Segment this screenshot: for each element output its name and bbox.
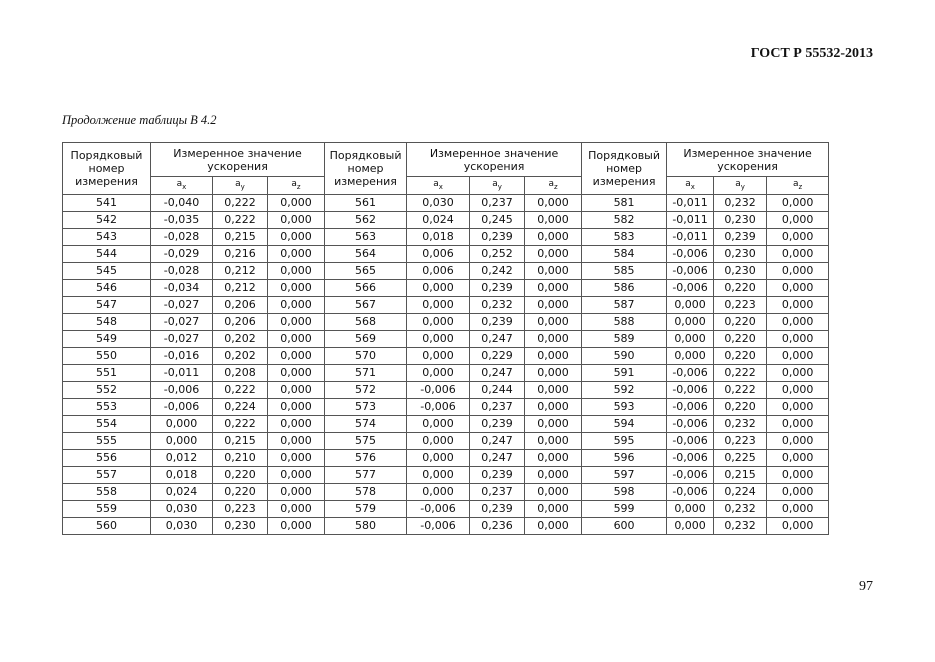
- measurement-number-cell: 549: [63, 330, 151, 347]
- axis-subscript: z: [296, 182, 301, 191]
- measurement-number-cell: 558: [63, 483, 151, 500]
- axis-header-ax: [407, 177, 470, 195]
- acceleration-value-cell: 0,232: [714, 415, 767, 432]
- acceleration-value-cell: 0,000: [525, 364, 582, 381]
- acceleration-value-cell: 0,000: [767, 432, 829, 449]
- acceleration-value-cell: -0,006: [667, 279, 714, 296]
- acceleration-value-cell: 0,006: [407, 245, 470, 262]
- acceleration-value-cell: -0,006: [407, 500, 470, 517]
- acceleration-value-cell: 0,000: [268, 500, 325, 517]
- acceleration-value-cell: 0,247: [470, 330, 525, 347]
- table-row: [63, 347, 829, 364]
- page-number: 97: [859, 579, 873, 594]
- acceleration-value-cell: 0,000: [151, 415, 213, 432]
- acceleration-value-cell: 0,000: [268, 194, 325, 211]
- acceleration-value-cell: 0,000: [767, 364, 829, 381]
- acceleration-value-cell: 0,000: [407, 364, 470, 381]
- measurement-number-cell: 560: [63, 517, 151, 534]
- acceleration-value-cell: 0,215: [213, 228, 268, 245]
- acceleration-value-cell: 0,247: [470, 432, 525, 449]
- measurement-number-cell: 548: [63, 313, 151, 330]
- acceleration-value-cell: 0,222: [213, 211, 268, 228]
- measured-acceleration-header: Измеренное значение ускорения: [151, 143, 325, 177]
- measurement-number-cell: 590: [582, 347, 667, 364]
- acceleration-value-cell: 0,239: [470, 500, 525, 517]
- measurement-number-cell: 593: [582, 398, 667, 415]
- axis-symbol: a: [792, 179, 799, 189]
- acceleration-value-cell: 0,000: [667, 500, 714, 517]
- acceleration-value-cell: -0,006: [407, 381, 470, 398]
- acceleration-value-cell: -0,011: [667, 211, 714, 228]
- measurement-number-cell: 552: [63, 381, 151, 398]
- measurement-number-cell: 567: [325, 296, 407, 313]
- acceleration-value-cell: 0,000: [268, 517, 325, 534]
- acceleration-value-cell: 0,000: [525, 228, 582, 245]
- acceleration-value-cell: -0,006: [667, 449, 714, 466]
- acceleration-value-cell: -0,027: [151, 330, 213, 347]
- number-column-header: Порядковый номер измерения: [63, 143, 151, 195]
- measurement-number-cell: 586: [582, 279, 667, 296]
- acceleration-value-cell: 0,000: [525, 381, 582, 398]
- acceleration-value-cell: 0,223: [213, 500, 268, 517]
- measurement-number-cell: 598: [582, 483, 667, 500]
- table-caption: Продолжение таблицы В 4.2: [62, 113, 217, 127]
- acceleration-value-cell: 0,220: [213, 466, 268, 483]
- axis-subscript: z: [553, 182, 558, 191]
- acceleration-value-cell: -0,011: [667, 194, 714, 211]
- acceleration-value-cell: 0,000: [525, 483, 582, 500]
- acceleration-value-cell: 0,202: [213, 330, 268, 347]
- measured-acceleration-header: Измеренное значение ускорения: [407, 143, 582, 177]
- acceleration-value-cell: 0,222: [714, 381, 767, 398]
- table-row: [63, 245, 829, 262]
- acceleration-value-cell: 0,232: [714, 194, 767, 211]
- acceleration-value-cell: 0,000: [407, 483, 470, 500]
- acceleration-value-cell: 0,247: [470, 364, 525, 381]
- table-row: [63, 432, 829, 449]
- acceleration-value-cell: 0,030: [407, 194, 470, 211]
- acceleration-value-cell: 0,000: [268, 398, 325, 415]
- acceleration-value-cell: 0,000: [525, 432, 582, 449]
- acceleration-value-cell: 0,000: [767, 228, 829, 245]
- acceleration-value-cell: 0,220: [714, 279, 767, 296]
- acceleration-value-cell: -0,006: [667, 364, 714, 381]
- acceleration-value-cell: -0,034: [151, 279, 213, 296]
- acceleration-value-cell: 0,000: [767, 347, 829, 364]
- acceleration-value-cell: -0,035: [151, 211, 213, 228]
- table-row: [63, 381, 829, 398]
- measurement-number-cell: 559: [63, 500, 151, 517]
- acceleration-value-cell: 0,242: [470, 262, 525, 279]
- document-id: ГОСТ Р 55532-2013: [750, 46, 873, 61]
- measurement-number-cell: 550: [63, 347, 151, 364]
- number-column-header: Порядковый номер измерения: [325, 143, 407, 195]
- measurement-number-cell: 592: [582, 381, 667, 398]
- measurement-number-cell: 599: [582, 500, 667, 517]
- table-row: [63, 517, 829, 534]
- measurement-number-cell: 551: [63, 364, 151, 381]
- acceleration-value-cell: 0,222: [213, 415, 268, 432]
- acceleration-value-cell: 0,000: [268, 432, 325, 449]
- acceleration-value-cell: 0,000: [525, 279, 582, 296]
- acceleration-value-cell: 0,000: [767, 483, 829, 500]
- axis-symbol: a: [685, 179, 691, 189]
- acceleration-value-cell: 0,000: [525, 449, 582, 466]
- acceleration-value-cell: 0,000: [525, 500, 582, 517]
- measurement-number-cell: 594: [582, 415, 667, 432]
- acceleration-value-cell: 0,000: [525, 466, 582, 483]
- acceleration-value-cell: 0,000: [667, 313, 714, 330]
- acceleration-value-cell: 0,239: [470, 279, 525, 296]
- acceleration-value-cell: 0,230: [714, 262, 767, 279]
- acceleration-value-cell: 0,000: [268, 381, 325, 398]
- acceleration-value-cell: 0,000: [767, 330, 829, 347]
- acceleration-value-cell: 0,000: [268, 245, 325, 262]
- measurement-number-cell: 595: [582, 432, 667, 449]
- axis-header-ay: [470, 177, 525, 195]
- axis-header-ay: [213, 177, 268, 195]
- acceleration-value-cell: 0,000: [767, 245, 829, 262]
- acceleration-value-cell: 0,000: [407, 330, 470, 347]
- header-row: [63, 143, 829, 177]
- acceleration-value-cell: 0,232: [470, 296, 525, 313]
- acceleration-value-cell: 0,000: [767, 279, 829, 296]
- acceleration-value-cell: -0,029: [151, 245, 213, 262]
- axis-symbol: a: [176, 179, 183, 189]
- acceleration-value-cell: 0,220: [213, 483, 268, 500]
- acceleration-value-cell: 0,230: [714, 245, 767, 262]
- measurement-number-cell: 597: [582, 466, 667, 483]
- axis-subscript: y: [740, 182, 745, 191]
- measured-acceleration-header: Измеренное значение ускорения: [667, 143, 829, 177]
- acceleration-value-cell: 0,000: [268, 296, 325, 313]
- acceleration-value-cell: 0,000: [525, 262, 582, 279]
- acceleration-value-cell: 0,012: [151, 449, 213, 466]
- measurement-number-cell: 577: [325, 466, 407, 483]
- acceleration-value-cell: -0,006: [667, 398, 714, 415]
- measurement-number-cell: 578: [325, 483, 407, 500]
- axis-header-az: [268, 177, 325, 195]
- acceleration-value-cell: 0,206: [213, 313, 268, 330]
- acceleration-value-cell: 0,247: [470, 449, 525, 466]
- measurement-number-cell: 565: [325, 262, 407, 279]
- acceleration-value-cell: -0,011: [151, 364, 213, 381]
- acceleration-value-cell: 0,210: [213, 449, 268, 466]
- table-row: [63, 211, 829, 228]
- measurement-number-cell: 596: [582, 449, 667, 466]
- acceleration-value-cell: 0,000: [268, 449, 325, 466]
- measurement-number-cell: 581: [582, 194, 667, 211]
- axis-header-ax: [151, 177, 213, 195]
- measurement-number-cell: 554: [63, 415, 151, 432]
- measurement-number-cell: 582: [582, 211, 667, 228]
- acceleration-value-cell: 0,000: [268, 330, 325, 347]
- acceleration-value-cell: 0,000: [525, 347, 582, 364]
- axis-header-az: [767, 177, 829, 195]
- measurement-number-cell: 541: [63, 194, 151, 211]
- acceleration-value-cell: 0,212: [213, 279, 268, 296]
- acceleration-value-cell: -0,016: [151, 347, 213, 364]
- acceleration-value-cell: 0,000: [268, 483, 325, 500]
- acceleration-value-cell: -0,006: [667, 381, 714, 398]
- measurement-number-cell: 557: [63, 466, 151, 483]
- acceleration-value-cell: -0,006: [667, 245, 714, 262]
- acceleration-value-cell: 0,225: [714, 449, 767, 466]
- acceleration-value-cell: 0,018: [407, 228, 470, 245]
- acceleration-value-cell: 0,208: [213, 364, 268, 381]
- measurement-number-cell: 546: [63, 279, 151, 296]
- acceleration-value-cell: 0,000: [268, 211, 325, 228]
- measurement-number-cell: 574: [325, 415, 407, 432]
- acceleration-value-cell: 0,220: [714, 313, 767, 330]
- acceleration-value-cell: 0,000: [525, 330, 582, 347]
- axis-header-ax: [667, 177, 714, 195]
- acceleration-value-cell: 0,000: [767, 381, 829, 398]
- measurement-number-cell: 584: [582, 245, 667, 262]
- number-column-header: Порядковый номер измерения: [582, 143, 667, 195]
- acceleration-value-cell: 0,202: [213, 347, 268, 364]
- acceleration-value-cell: 0,000: [268, 279, 325, 296]
- acceleration-value-cell: 0,000: [407, 313, 470, 330]
- measurement-number-cell: 588: [582, 313, 667, 330]
- acceleration-value-cell: 0,216: [213, 245, 268, 262]
- table-row: [63, 313, 829, 330]
- axis-header-az: [525, 177, 582, 195]
- axis-symbol: a: [235, 179, 241, 189]
- acceleration-value-cell: 0,000: [151, 432, 213, 449]
- table-row: [63, 228, 829, 245]
- measurement-number-cell: 572: [325, 381, 407, 398]
- acceleration-value-cell: 0,000: [767, 398, 829, 415]
- acceleration-value-cell: 0,237: [470, 398, 525, 415]
- axis-subscript: x: [438, 182, 443, 191]
- acceleration-value-cell: 0,000: [525, 398, 582, 415]
- table-row: [63, 262, 829, 279]
- acceleration-value-cell: 0,232: [714, 517, 767, 534]
- axis-header-ay: [714, 177, 767, 195]
- measurement-number-cell: 562: [325, 211, 407, 228]
- acceleration-value-cell: 0,000: [525, 245, 582, 262]
- axis-subscript: x: [690, 182, 695, 191]
- acceleration-value-cell: 0,000: [407, 279, 470, 296]
- acceleration-value-cell: -0,006: [667, 262, 714, 279]
- acceleration-value-cell: 0,000: [268, 415, 325, 432]
- measurement-number-cell: 545: [63, 262, 151, 279]
- acceleration-value-cell: 0,000: [525, 313, 582, 330]
- acceleration-value-cell: 0,232: [714, 500, 767, 517]
- acceleration-table: [62, 142, 829, 535]
- acceleration-value-cell: 0,000: [268, 466, 325, 483]
- measurement-number-cell: 542: [63, 211, 151, 228]
- measurement-number-cell: 576: [325, 449, 407, 466]
- measurement-number-cell: 585: [582, 262, 667, 279]
- acceleration-value-cell: 0,237: [470, 194, 525, 211]
- measurement-number-cell: 566: [325, 279, 407, 296]
- table-row: [63, 364, 829, 381]
- acceleration-value-cell: 0,000: [525, 296, 582, 313]
- acceleration-value-cell: 0,000: [407, 296, 470, 313]
- table-row: [63, 449, 829, 466]
- acceleration-value-cell: -0,040: [151, 194, 213, 211]
- acceleration-value-cell: 0,000: [268, 262, 325, 279]
- acceleration-value-cell: 0,000: [525, 211, 582, 228]
- acceleration-value-cell: 0,000: [268, 347, 325, 364]
- acceleration-value-cell: 0,000: [525, 415, 582, 432]
- acceleration-value-cell: 0,239: [714, 228, 767, 245]
- acceleration-value-cell: 0,000: [667, 347, 714, 364]
- acceleration-value-cell: 0,237: [470, 483, 525, 500]
- axis-subscript: x: [182, 182, 187, 191]
- acceleration-value-cell: -0,028: [151, 262, 213, 279]
- measurement-number-cell: 600: [582, 517, 667, 534]
- acceleration-value-cell: 0,000: [407, 449, 470, 466]
- measurement-number-cell: 569: [325, 330, 407, 347]
- measurement-number-cell: 579: [325, 500, 407, 517]
- acceleration-value-cell: 0,000: [767, 517, 829, 534]
- acceleration-value-cell: 0,229: [470, 347, 525, 364]
- acceleration-value-cell: 0,223: [714, 296, 767, 313]
- acceleration-value-cell: 0,230: [714, 211, 767, 228]
- table-row: [63, 483, 829, 500]
- measurement-number-cell: 591: [582, 364, 667, 381]
- acceleration-value-cell: 0,245: [470, 211, 525, 228]
- measurement-number-cell: 587: [582, 296, 667, 313]
- acceleration-value-cell: -0,006: [667, 432, 714, 449]
- acceleration-value-cell: 0,000: [525, 517, 582, 534]
- acceleration-value-cell: 0,220: [714, 398, 767, 415]
- acceleration-value-cell: -0,006: [151, 381, 213, 398]
- acceleration-value-cell: 0,222: [213, 194, 268, 211]
- acceleration-value-cell: -0,006: [407, 517, 470, 534]
- axis-symbol: a: [735, 179, 741, 189]
- acceleration-value-cell: 0,206: [213, 296, 268, 313]
- acceleration-value-cell: 0,000: [767, 313, 829, 330]
- table-row: [63, 330, 829, 347]
- acceleration-value-cell: 0,024: [151, 483, 213, 500]
- acceleration-value-cell: -0,027: [151, 296, 213, 313]
- acceleration-value-cell: -0,006: [667, 483, 714, 500]
- acceleration-value-cell: 0,000: [767, 262, 829, 279]
- measurement-number-cell: 580: [325, 517, 407, 534]
- measurement-number-cell: 583: [582, 228, 667, 245]
- table-row: [63, 398, 829, 415]
- measurement-number-cell: 564: [325, 245, 407, 262]
- acceleration-value-cell: 0,000: [667, 296, 714, 313]
- axis-subscript: y: [240, 182, 245, 191]
- acceleration-value-cell: 0,000: [525, 194, 582, 211]
- acceleration-value-cell: 0,030: [151, 500, 213, 517]
- table-row: [63, 415, 829, 432]
- measurement-number-cell: 573: [325, 398, 407, 415]
- table-row: [63, 466, 829, 483]
- measurement-number-cell: 561: [325, 194, 407, 211]
- acceleration-value-cell: -0,028: [151, 228, 213, 245]
- acceleration-value-cell: 0,000: [407, 347, 470, 364]
- measurement-number-cell: 544: [63, 245, 151, 262]
- acceleration-value-cell: 0,006: [407, 262, 470, 279]
- acceleration-value-cell: 0,000: [767, 449, 829, 466]
- acceleration-value-cell: 0,252: [470, 245, 525, 262]
- acceleration-value-cell: 0,030: [151, 517, 213, 534]
- measurement-number-cell: 555: [63, 432, 151, 449]
- acceleration-value-cell: 0,215: [213, 432, 268, 449]
- acceleration-value-cell: 0,220: [714, 330, 767, 347]
- measurement-number-cell: 570: [325, 347, 407, 364]
- acceleration-value-cell: -0,006: [151, 398, 213, 415]
- acceleration-value-cell: 0,000: [268, 313, 325, 330]
- measurement-number-cell: 563: [325, 228, 407, 245]
- acceleration-value-cell: 0,000: [407, 415, 470, 432]
- acceleration-value-cell: 0,224: [714, 483, 767, 500]
- acceleration-value-cell: -0,006: [667, 466, 714, 483]
- axis-subscript: z: [798, 182, 803, 191]
- acceleration-value-cell: 0,236: [470, 517, 525, 534]
- acceleration-value-cell: 0,215: [714, 466, 767, 483]
- acceleration-value-cell: 0,239: [470, 228, 525, 245]
- table-row: [63, 500, 829, 517]
- measurement-number-cell: 575: [325, 432, 407, 449]
- acceleration-value-cell: 0,000: [767, 296, 829, 313]
- measurement-number-cell: 556: [63, 449, 151, 466]
- axis-symbol: a: [492, 179, 498, 189]
- acceleration-value-cell: 0,244: [470, 381, 525, 398]
- acceleration-value-cell: 0,000: [268, 364, 325, 381]
- acceleration-value-cell: 0,000: [407, 466, 470, 483]
- acceleration-value-cell: 0,000: [667, 517, 714, 534]
- measurement-number-cell: 547: [63, 296, 151, 313]
- acceleration-value-cell: 0,000: [667, 330, 714, 347]
- axis-header-row: [63, 177, 829, 195]
- acceleration-value-cell: 0,220: [714, 347, 767, 364]
- measurement-number-cell: 589: [582, 330, 667, 347]
- acceleration-value-cell: -0,027: [151, 313, 213, 330]
- axis-symbol: a: [291, 179, 297, 189]
- acceleration-value-cell: 0,222: [714, 364, 767, 381]
- acceleration-value-cell: 0,222: [213, 381, 268, 398]
- measurement-number-cell: 571: [325, 364, 407, 381]
- acceleration-value-cell: 0,239: [470, 415, 525, 432]
- table-row: [63, 296, 829, 313]
- acceleration-value-cell: 0,000: [767, 415, 829, 432]
- acceleration-value-cell: 0,000: [767, 211, 829, 228]
- table-row: [63, 194, 829, 211]
- acceleration-value-cell: 0,000: [268, 228, 325, 245]
- measurement-number-cell: 543: [63, 228, 151, 245]
- acceleration-value-cell: 0,224: [213, 398, 268, 415]
- acceleration-value-cell: 0,000: [767, 466, 829, 483]
- acceleration-value-cell: 0,000: [767, 194, 829, 211]
- acceleration-value-cell: -0,011: [667, 228, 714, 245]
- axis-subscript: y: [497, 182, 502, 191]
- axis-symbol: a: [548, 179, 554, 189]
- table-row: [63, 279, 829, 296]
- acceleration-value-cell: 0,018: [151, 466, 213, 483]
- acceleration-value-cell: 0,024: [407, 211, 470, 228]
- acceleration-value-cell: 0,230: [213, 517, 268, 534]
- acceleration-value-cell: 0,000: [767, 500, 829, 517]
- acceleration-value-cell: 0,239: [470, 466, 525, 483]
- acceleration-value-cell: 0,212: [213, 262, 268, 279]
- measurement-number-cell: 568: [325, 313, 407, 330]
- measurement-number-cell: 553: [63, 398, 151, 415]
- acceleration-value-cell: 0,000: [407, 432, 470, 449]
- axis-symbol: a: [433, 179, 439, 189]
- acceleration-value-cell: 0,223: [714, 432, 767, 449]
- acceleration-value-cell: -0,006: [407, 398, 470, 415]
- acceleration-value-cell: -0,006: [667, 415, 714, 432]
- acceleration-value-cell: 0,239: [470, 313, 525, 330]
